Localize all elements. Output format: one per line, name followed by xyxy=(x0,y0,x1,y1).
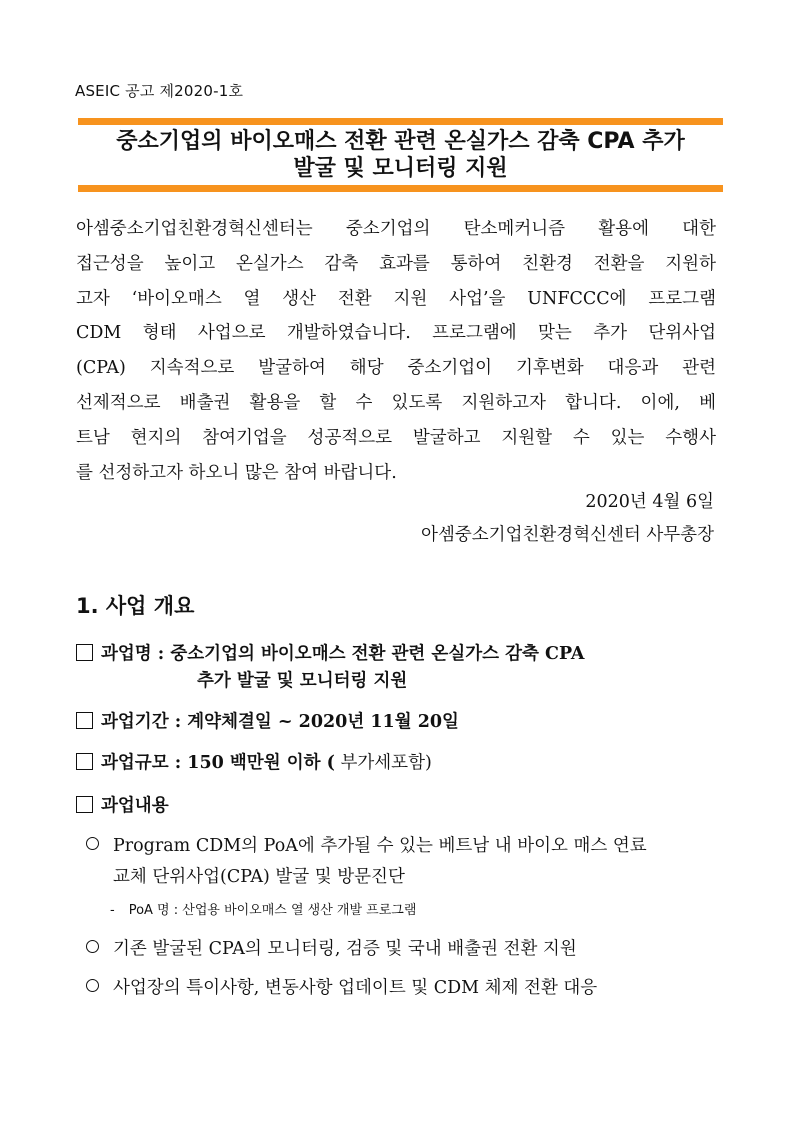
checkbox-icon xyxy=(76,644,93,661)
sub-item-text: PoA 명 : 산업용 바이오매스 열 생산 개발 프로그램 xyxy=(128,903,417,918)
intro-line: 고자 ‘바이오매스 열 생산 전환 지원 사업’을 UNFCCC에 프로그램 xyxy=(76,288,716,309)
intro-line: 를 선정하고자 하오니 많은 참여 바랍니다. xyxy=(76,462,397,483)
item-task-name-cont: 추가 발굴 및 모니터링 지원 xyxy=(197,671,408,691)
item-label: 과업기간 : xyxy=(101,712,188,732)
bullet-text: 사업장의 특이사항, 변동사항 업데이트 및 CDM 체제 전환 대응 xyxy=(113,978,598,998)
intro-paragraph xyxy=(76,212,716,490)
intro-line: 트남 현지의 참여기업을 성공적으로 발굴하고 지원할 수 있는 수행사 xyxy=(76,427,716,448)
item-value: 계약체결일 ~ 2020년 11월 20일 xyxy=(187,712,459,732)
bullet-item xyxy=(86,832,647,857)
document-title xyxy=(78,128,723,182)
intro-line: CDM 형태 사업으로 개발하였습니다. 프로그램에 맞는 추가 단위사업 xyxy=(76,323,716,344)
sub-item xyxy=(110,899,416,918)
circle-bullet-icon xyxy=(86,837,99,850)
intro-line: 접근성을 높이고 온실가스 감축 효과를 통하여 친환경 전환을 지원하 xyxy=(76,253,716,274)
title-top-rule xyxy=(78,118,723,125)
title-line-1: 중소기업의 바이오매스 전환 관련 온실가스 감축 CPA 추가 xyxy=(116,129,685,154)
item-label: 과업명 : xyxy=(101,644,171,664)
checkbox-icon xyxy=(76,712,93,729)
notice-date: 2020년 4월 6일 xyxy=(585,492,714,512)
checkbox-icon xyxy=(76,796,93,813)
intro-line: 선제적으로 배출권 활용을 할 수 있도록 지원하고자 합니다. 이에, 베 xyxy=(76,392,716,413)
item-label: 과업규모 : xyxy=(101,753,188,773)
item-value-bold: 150 백만원 이하 ( xyxy=(187,753,335,773)
section-heading: 1. 사업 개요 xyxy=(76,594,195,618)
circle-bullet-icon xyxy=(86,979,99,992)
item-value: 중소기업의 바이오매스 전환 관련 온실가스 감축 CPA xyxy=(170,644,585,664)
intro-line: 아셈중소기업친환경혁신센터는 중소기업의 탄소메커니즘 활용에 대한 xyxy=(76,219,716,239)
circle-bullet-icon xyxy=(86,940,99,953)
item-label: 과업내용 xyxy=(101,796,169,816)
bullet-text: 기존 발굴된 CPA의 모니터링, 검증 및 국내 배출권 전환 지원 xyxy=(113,939,577,959)
item-task-period xyxy=(76,708,459,733)
item-task-content xyxy=(76,792,169,817)
bullet-item xyxy=(86,974,597,999)
notice-number: ASEIC 공고 제2020-1호 xyxy=(75,82,244,100)
intro-line: (CPA) 지속적으로 발굴하여 해당 중소기업이 기후변화 대응과 관련 xyxy=(76,358,716,379)
item-value: 부가세포함) xyxy=(334,753,432,773)
dash-marker: - xyxy=(110,903,115,918)
signer: 아셈중소기업친환경혁신센터 사무총장 xyxy=(421,525,714,545)
item-task-name xyxy=(76,640,584,665)
checkbox-icon xyxy=(76,753,93,770)
item-task-scale xyxy=(76,749,432,774)
title-bottom-rule xyxy=(78,185,723,192)
bullet-text: Program CDM의 PoA에 추가될 수 있는 베트남 내 바이오 매스 연료 xyxy=(113,836,647,856)
bullet-item-cont: 교체 단위사업(CPA) 발굴 및 방문진단 xyxy=(113,867,405,887)
title-line-2: 발굴 및 모니터링 지원 xyxy=(293,156,508,181)
bullet-item xyxy=(86,935,577,960)
